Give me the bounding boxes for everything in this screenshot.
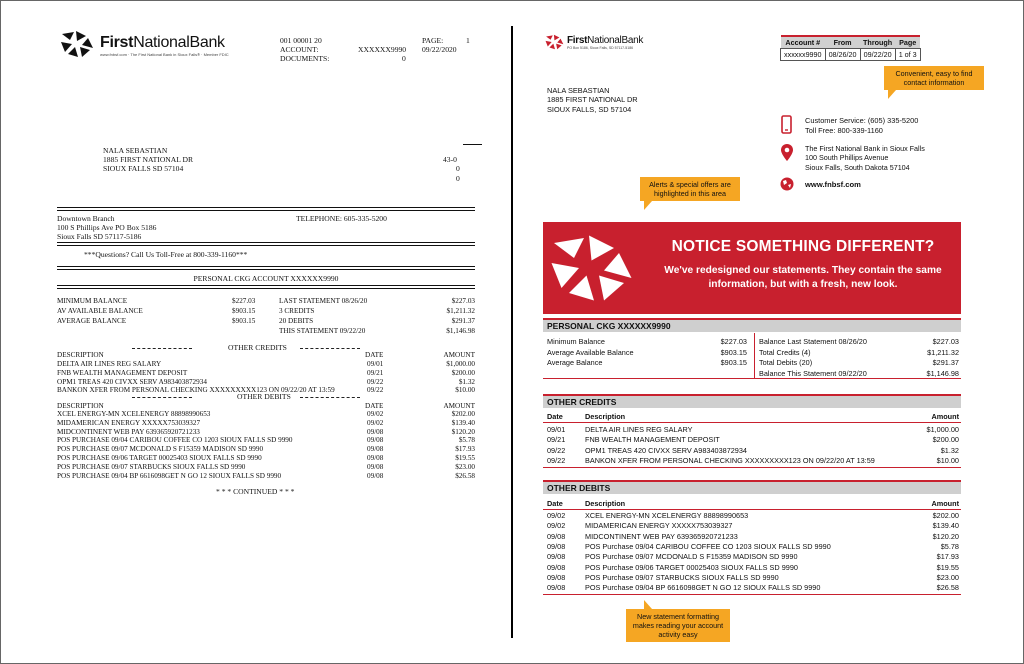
table-row (547, 583, 959, 593)
page-value: 1 (466, 36, 470, 45)
row-description: BANKON XFER FROM PERSONAL CHECKING XXXXXXXXX123 ON 09/22/20 AT 13:59 (585, 455, 875, 465)
credits-header: DESCRIPTION DATE AMOUNT (57, 351, 475, 359)
toll-free: Toll Free: 800-339-1160 (805, 126, 883, 135)
summary-value: $903.15 (232, 317, 256, 325)
banner-text: We've redesigned our statements. They contain the same information, but with a fresh, new look. (664, 265, 942, 290)
row-description: OPM1 TREAS 420 CIVXX SERV A983403872934 (585, 445, 747, 455)
summary-divider (754, 333, 755, 378)
banner-logo-icon (549, 228, 639, 308)
bank-address-street: 100 South Phillips Avenue (805, 153, 889, 163)
mail-code-3: 0 (456, 174, 460, 183)
row-date: 09/02 (547, 511, 566, 520)
debits-header-rule (543, 509, 961, 510)
row-amount: $202.00 (932, 511, 959, 520)
summary-value: $227.03 (932, 337, 959, 346)
account-label: ACCOUNT: (280, 45, 319, 54)
double-rule (57, 285, 475, 289)
row-date: 09/22 (367, 386, 384, 395)
summary-label: AVERAGE BALANCE (57, 317, 127, 325)
summary-label: Total Credits (4) (759, 347, 811, 357)
bank-sub: PO Box 5186, Sioux Falls, SD 57117-5186 (567, 46, 634, 50)
summary-label-2: LAST STATEMENT 08/26/20 (279, 297, 368, 305)
summary-row (547, 337, 747, 347)
row-description: POS Purchase 09/04 BP 6616098GET N GO 12 SIOUX FALLS SD 9990 (585, 583, 821, 593)
row-date: 09/21 (367, 368, 384, 377)
branch-name: Downtown Branch (57, 214, 115, 223)
account-info-table (780, 35, 921, 61)
table-row (547, 425, 959, 435)
summary-row (759, 348, 959, 358)
customer-city: SIOUX FALLS, SD 57104 (547, 104, 632, 114)
account-title-bar: PERSONAL CKG XXXXXX9990 (543, 318, 961, 332)
documents-value: 0 (402, 54, 406, 63)
table-row (57, 472, 475, 482)
row-date: 09/01 (367, 360, 384, 368)
row-amount: $19.55 (936, 562, 959, 572)
row-date: 09/08 (367, 462, 384, 471)
debits-header: Date Description Amount (547, 499, 959, 508)
row-date: 09/08 (547, 572, 566, 582)
row-amount: $139.40 (932, 521, 959, 531)
statement-code: 001 00001 20 (280, 36, 322, 45)
summary-row (57, 297, 475, 307)
summary-value: $903.15 (720, 358, 747, 367)
row-description: POS PURCHASE 09/04 BP 6616098GET N GO 12 SIOUX FALLS SD 9990 (57, 471, 282, 480)
row-description: OPM1 TREAS 420 CIVXX SERV A983403872934 (57, 377, 207, 386)
row-amount: $200.00 (451, 368, 475, 377)
summary-row (57, 307, 475, 317)
bank-name: FirstNationalBank (100, 34, 225, 51)
summary-row (547, 348, 747, 358)
account-value: XXXXXX9990 (358, 45, 407, 54)
through-date: 09/22/20 (860, 49, 895, 61)
row-description: MIDAMERICAN ENERGY XXXXX753039327 (57, 418, 201, 427)
documents-label: DOCUMENTS: (280, 54, 330, 63)
page-number: 1 of 3 (895, 49, 920, 61)
summary-label: AV AVAILABLE BALANCE (57, 307, 143, 315)
summary-label: MINIMUM BALANCE (57, 297, 128, 305)
row-date: 09/22 (367, 377, 384, 386)
table-row (547, 446, 959, 456)
callout-alerts: Alerts & special offers are highlighted in this area (640, 177, 740, 201)
row-date: 09/02 (367, 418, 384, 427)
summary-row (547, 358, 747, 368)
summary-value: $227.03 (720, 337, 747, 346)
other-credits-title: OTHER CREDITS (228, 343, 287, 352)
row-description: POS Purchase 09/07 STARBUCKS SIOUX FALLS SD 9990 (585, 572, 779, 582)
table-row (547, 435, 959, 445)
other-debits-bar: OTHER DEBITS (543, 480, 961, 494)
row-description: POS Purchase 09/06 TARGET 00025403 SIOUX FALLS SD 9990 (585, 562, 798, 572)
customer-name: NALA SEBASTIAN (547, 86, 610, 95)
row-description: POS Purchase 09/04 CARIBOU COFFEE CO 1203 SIOUX FALLS SD 9990 (585, 541, 831, 551)
row-description: POS PURCHASE 09/06 TARGET 00025403 SIOUX FALLS SD 9990 (57, 454, 262, 462)
questions-line: ***Questions? Call Us Toll-Free at 800-339-1160*** (84, 250, 248, 259)
bank-address (805, 144, 925, 172)
row-description: FNB WEALTH MANAGEMENT DEPOSIT (57, 368, 188, 377)
row-date: 09/08 (547, 541, 566, 551)
dash-rule (300, 397, 360, 398)
row-description: POS PURCHASE 09/07 STARBUCKS SIOUX FALLS SD 9990 (57, 462, 246, 471)
table-row (547, 542, 959, 552)
row-description: POS PURCHASE 09/07 MCDONALD S F15359 MADISON SD 9990 (57, 445, 264, 454)
row-description: POS Purchase 09/07 MCDONALD S F15359 MADISON SD 9990 (585, 552, 798, 562)
summary-value-2: $227.03 (451, 297, 475, 305)
row-amount: $200.00 (932, 435, 959, 445)
table-row (547, 552, 959, 562)
row-date: 09/22 (547, 445, 566, 455)
location-pin-icon (781, 144, 793, 161)
row-description: FNB WEALTH MANAGEMENT DEPOSIT (585, 435, 720, 445)
account-number: xxxxxx9990 (781, 49, 826, 61)
row-date: 09/08 (547, 562, 566, 572)
row-amount: $139.40 (451, 418, 475, 427)
other-credits-bar: OTHER CREDITS (543, 394, 961, 408)
summary-label: Average Available Balance (547, 347, 634, 357)
page-header: Page (895, 36, 920, 49)
summary-value: $227.03 (232, 297, 256, 305)
row-amount: $5.78 (458, 436, 475, 445)
row-description: DELTA AIR LINES REG SALARY (57, 360, 162, 368)
mail-code-2: 0 (456, 164, 460, 173)
row-description: XCEL ENERGY-MN XCELENERGY 88898990653 (57, 410, 211, 418)
row-date: 09/08 (367, 427, 384, 436)
summary-label-2: 20 DEBITS (279, 317, 314, 325)
row-amount: $1,000.00 (446, 360, 475, 368)
summary-row (57, 327, 475, 337)
callout-format: New statement formatting makes reading your account activity easy (626, 609, 730, 642)
row-date: 09/02 (547, 521, 566, 531)
customer-street: 1885 FIRST NATIONAL DR (547, 95, 638, 105)
summary-value-2: $1,146.98 (446, 327, 475, 335)
credits-header-rule (543, 422, 961, 423)
through-header: Through (860, 36, 895, 49)
row-date: 09/02 (367, 410, 384, 418)
comparison-divider (511, 26, 513, 638)
account-title: PERSONAL CKG ACCOUNT XXXXXX9990 (193, 274, 339, 283)
credits-bottom-rule (543, 467, 961, 468)
branch-city: Sioux Falls SD 57117-5186 (57, 232, 142, 241)
table-row (547, 532, 959, 542)
double-rule (57, 266, 475, 270)
row-amount: $19.55 (455, 454, 475, 462)
customer-name: NALA SEBASTIAN (103, 146, 168, 155)
row-amount: $1,000.00 (926, 425, 959, 434)
summary-value: $903.15 (720, 347, 747, 357)
row-amount: $26.58 (455, 471, 475, 480)
summary-value: $291.37 (932, 358, 959, 367)
row-amount: $10.00 (936, 455, 959, 465)
summary-row (759, 337, 959, 347)
row-amount: $17.93 (455, 445, 475, 454)
row-amount: $1.32 (940, 445, 959, 455)
row-description: MIDCONTINENT WEB PAY 639365920721233 (57, 427, 200, 436)
row-description: POS PURCHASE 09/04 CARIBOU COFFEE CO 1203 SIOUX FALLS SD 9990 (57, 436, 293, 445)
table-row (547, 456, 959, 466)
dash-rule (132, 397, 192, 398)
table-row (547, 563, 959, 573)
row-amount: $202.00 (451, 410, 475, 418)
contact-phones (805, 116, 918, 136)
bank-logo-icon (545, 34, 565, 50)
bank-address-name: The First National Bank in Sioux Falls (805, 144, 925, 153)
phone-icon (781, 115, 792, 134)
customer-address (547, 86, 638, 114)
row-date: 09/22 (547, 455, 566, 465)
summary-label: Total Debits (20) (759, 358, 813, 367)
table-row (547, 511, 959, 521)
summary-value: $1,211.32 (927, 347, 959, 357)
double-rule (57, 207, 475, 211)
double-rule (57, 242, 475, 246)
bank-address-city: Sioux Falls, South Dakota 57104 (805, 162, 910, 172)
row-date: 09/21 (547, 435, 566, 445)
row-amount: $5.78 (940, 541, 959, 551)
summary-label-2: THIS STATEMENT 09/22/20 (279, 327, 366, 335)
customer-street: 1885 FIRST NATIONAL DR (103, 155, 194, 164)
row-date: 09/01 (547, 425, 566, 434)
summary-label: Balance This Statement 09/22/20 (759, 368, 867, 378)
table-row (547, 521, 959, 531)
bank-tagline: www.fnbsf.com · The First National Bank in Sioux Falls® · Member FDIC (100, 52, 229, 57)
row-date: 09/08 (547, 531, 566, 541)
row-date: 09/08 (367, 454, 384, 462)
summary-label: Balance Last Statement 08/26/20 (759, 337, 867, 346)
row-description: MIDAMERICAN ENERGY XXXXX753039327 (585, 521, 733, 531)
website: www.fnbsf.com (805, 180, 861, 189)
row-date: 09/08 (367, 471, 384, 480)
summary-label-2: 3 CREDITS (279, 307, 315, 315)
row-date: 09/08 (547, 552, 566, 562)
row-description: DELTA AIR LINES REG SALARY (585, 425, 693, 434)
dash-rule (132, 348, 192, 349)
summary-label: Minimum Balance (547, 337, 605, 346)
telephone: TELEPHONE: 605-335-5200 (296, 214, 387, 223)
row-amount: $10.00 (455, 386, 475, 395)
summary-label: Average Balance (547, 358, 603, 367)
mail-code: 43-0 (443, 155, 457, 164)
row-description: MIDCONTINENT WEB PAY 639365920721233 (585, 531, 738, 541)
row-description: BANKON XFER FROM PERSONAL CHECKING XXXXXXXXX123 ON 09/22/20 AT 13:59 (57, 386, 335, 395)
bank-name: FirstNationalBank (567, 35, 644, 46)
row-date: 09/08 (547, 583, 566, 593)
debits-bottom-rule (543, 594, 961, 595)
debits-header: DESCRIPTION DATE AMOUNT (57, 402, 475, 410)
summary-row (759, 369, 959, 379)
summary-row (57, 317, 475, 327)
row-date: 09/08 (367, 445, 384, 454)
row-amount: $23.00 (936, 572, 959, 582)
row-amount: $17.93 (936, 552, 959, 562)
dash-rule (300, 348, 360, 349)
summary-value-2: $1,211.32 (446, 307, 475, 315)
globe-icon (780, 177, 794, 191)
notice-banner (543, 222, 961, 314)
summary-row (759, 358, 959, 368)
bank-logo-icon (60, 30, 96, 58)
summary-value-2: $291.37 (451, 317, 475, 325)
continued-note: * * * CONTINUED * * * (216, 487, 295, 496)
banner-title: NOTICE SOMETHING DIFFERENT? (671, 238, 935, 255)
account-header: Account # (781, 36, 826, 49)
statement-date: 09/22/2020 (422, 45, 457, 54)
summary-value: $1,146.98 (926, 368, 959, 378)
credits-header: Date Description Amount (547, 412, 959, 421)
page-label: PAGE: (422, 36, 444, 45)
row-amount: $26.58 (936, 583, 959, 593)
row-amount: $120.20 (451, 427, 475, 436)
callout-contact: Convenient, easy to find contact information (884, 66, 984, 90)
row-amount: $120.20 (932, 531, 959, 541)
from-date: 08/26/20 (825, 49, 860, 61)
customer-city: SIOUX FALLS SD 57104 (103, 164, 184, 173)
row-amount: $1.32 (458, 377, 475, 386)
customer-service: Customer Service: (605) 335-5200 (805, 116, 919, 125)
table-row (547, 573, 959, 583)
separator (463, 144, 482, 145)
row-description: XCEL ENERGY-MN XCELENERGY 88898990653 (585, 511, 749, 520)
from-header: From (825, 36, 860, 49)
row-date: 09/08 (367, 436, 384, 445)
other-debits-title: OTHER DEBITS (237, 392, 291, 401)
summary-value: $903.15 (232, 307, 256, 315)
branch-street: 100 S Phillips Ave PO Box 5186 (57, 223, 157, 232)
row-amount: $23.00 (455, 462, 475, 471)
